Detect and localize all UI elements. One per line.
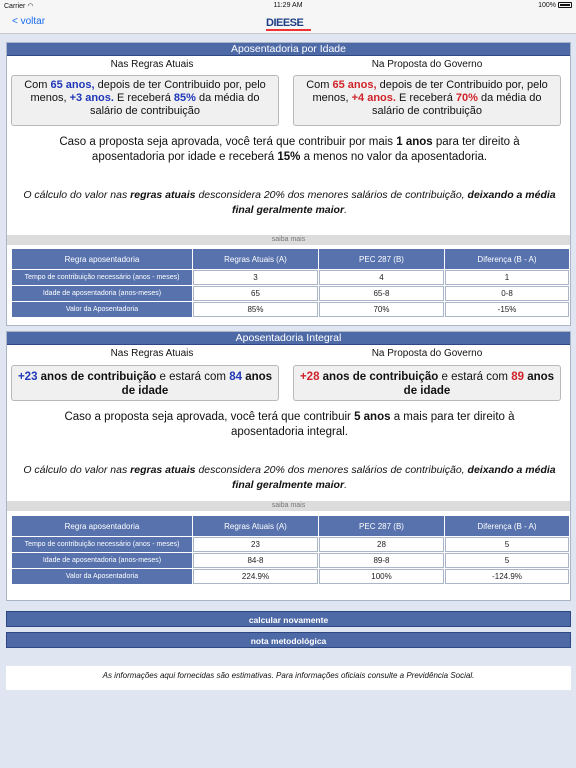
nav-bar: [0, 12, 576, 34]
saiba-mais-link[interactable]: saiba mais: [7, 235, 570, 245]
cell-diferenca: 0-8: [445, 286, 569, 301]
cell-pec: 4: [319, 270, 444, 285]
table-header-row: [12, 516, 569, 536]
table-row: [12, 286, 569, 301]
result-message: Caso a proposta seja aprovada, você terá que contribuir por mais 1 anos para ter direito à aposentadoria por idade e receberá 15% a menos no valor da aposentadoria.: [59, 136, 520, 163]
card-current: Com 65 anos, depois de ter Contribuido por, pelo menos, +3 anos. E receberá 85% da média do salário de contribuição: [11, 75, 279, 126]
result-message: Caso a proposta seja aprovada, você terá que contribuir 5 anos a mais para ter direito à aposentadoria integral.: [64, 411, 515, 438]
cell-diferenca: 5: [445, 537, 569, 552]
header-diferenca: Diferença (B - A): [445, 516, 569, 536]
col-header-proposal: Na Proposta do Governo: [371, 348, 483, 359]
col-header-current: Nas Regras Atuais: [110, 348, 194, 359]
battery-percent: 100%: [538, 2, 556, 9]
row-label: Valor da Aposentadoria: [12, 569, 192, 584]
cell-atuais: 65: [193, 286, 318, 301]
section-title: Aposentadoria Integral: [7, 332, 570, 345]
header-regra: Regra aposentadoria: [12, 249, 192, 269]
table-row: [12, 569, 569, 584]
section-title: Aposentadoria por Idade: [7, 43, 570, 56]
card-proposal: +28 anos de contribuição e estará com 89 anos de idade: [293, 365, 561, 401]
header-regra: Regra aposentadoria: [12, 516, 192, 536]
header-pec: PEC 287 (B): [319, 249, 444, 269]
header-diferenca: Diferença (B - A): [445, 249, 569, 269]
section-idade: [6, 42, 571, 326]
row-label: Tempo de contribuição necessário (anos - meses): [12, 270, 192, 285]
disclaimer-footer: As informações aqui fornecidas são estimativas. Para informações oficiais consulte a Previdência Social.: [6, 666, 571, 690]
cell-pec: 28: [319, 537, 444, 552]
row-label: Idade de aposentadoria (anos-meses): [12, 553, 192, 568]
col-header-current: Nas Regras Atuais: [110, 59, 194, 70]
header-atuais: Regras Atuais (A): [193, 516, 318, 536]
cell-diferenca: -124.9%: [445, 569, 569, 584]
comparison-table: [11, 515, 570, 585]
cell-diferenca: 5: [445, 553, 569, 568]
wifi-icon: ◠: [27, 3, 34, 10]
saiba-mais-link[interactable]: saiba mais: [7, 501, 570, 511]
cell-atuais: 84-8: [193, 553, 318, 568]
row-label: Idade de aposentadoria (anos-meses): [12, 286, 192, 301]
table-row: [12, 553, 569, 568]
table-header-row: [12, 249, 569, 269]
row-label: Tempo de contribuição necessário (anos - meses): [12, 537, 192, 552]
cell-diferenca: 1: [445, 270, 569, 285]
cell-diferenca: -15%: [445, 302, 569, 317]
status-time: 11:29 AM: [273, 2, 303, 9]
cell-pec: 65-8: [319, 286, 444, 301]
logo-accent: [266, 29, 311, 31]
cell-atuais: 3: [193, 270, 318, 285]
cell-atuais: 224.9%: [193, 569, 318, 584]
methodology-note-button[interactable]: nota metodológica: [6, 632, 571, 648]
cell-pec: 70%: [319, 302, 444, 317]
cell-pec: 100%: [319, 569, 444, 584]
dieese-logo: DIEESE: [266, 17, 304, 29]
recalculate-button[interactable]: calcular novamente: [6, 611, 571, 627]
row-label: Valor da Aposentadoria: [12, 302, 192, 317]
table-row: [12, 537, 569, 552]
section-integral: [6, 331, 571, 601]
card-proposal: Com 65 anos, depois de ter Contribuido por, pelo menos, +4 anos. E receberá 70% da média do salário de contribuição: [293, 75, 561, 126]
cell-pec: 89-8: [319, 553, 444, 568]
header-pec: PEC 287 (B): [319, 516, 444, 536]
table-row: [12, 270, 569, 285]
comparison-table: [11, 248, 570, 318]
calc-note: O cálculo do valor nas regras atuais desconsidera 20% dos menores salários de contribuição, deixando a média final geralmente maior.: [23, 464, 556, 491]
col-header-proposal: Na Proposta do Governo: [371, 59, 483, 70]
cell-atuais: 23: [193, 537, 318, 552]
calc-note: O cálculo do valor nas regras atuais desconsidera 20% dos menores salários de contribuição, deixando a média final geralmente maior.: [23, 189, 556, 216]
table-row: [12, 302, 569, 317]
back-button[interactable]: < voltar: [12, 16, 46, 27]
header-atuais: Regras Atuais (A): [193, 249, 318, 269]
battery-icon: [558, 2, 572, 8]
card-current: +23 anos de contribuição e estará com 84 anos de idade: [11, 365, 279, 401]
status-bar: [0, 0, 576, 12]
carrier-label: Carrier: [4, 3, 26, 10]
cell-atuais: 85%: [193, 302, 318, 317]
battery-status: [538, 2, 572, 9]
